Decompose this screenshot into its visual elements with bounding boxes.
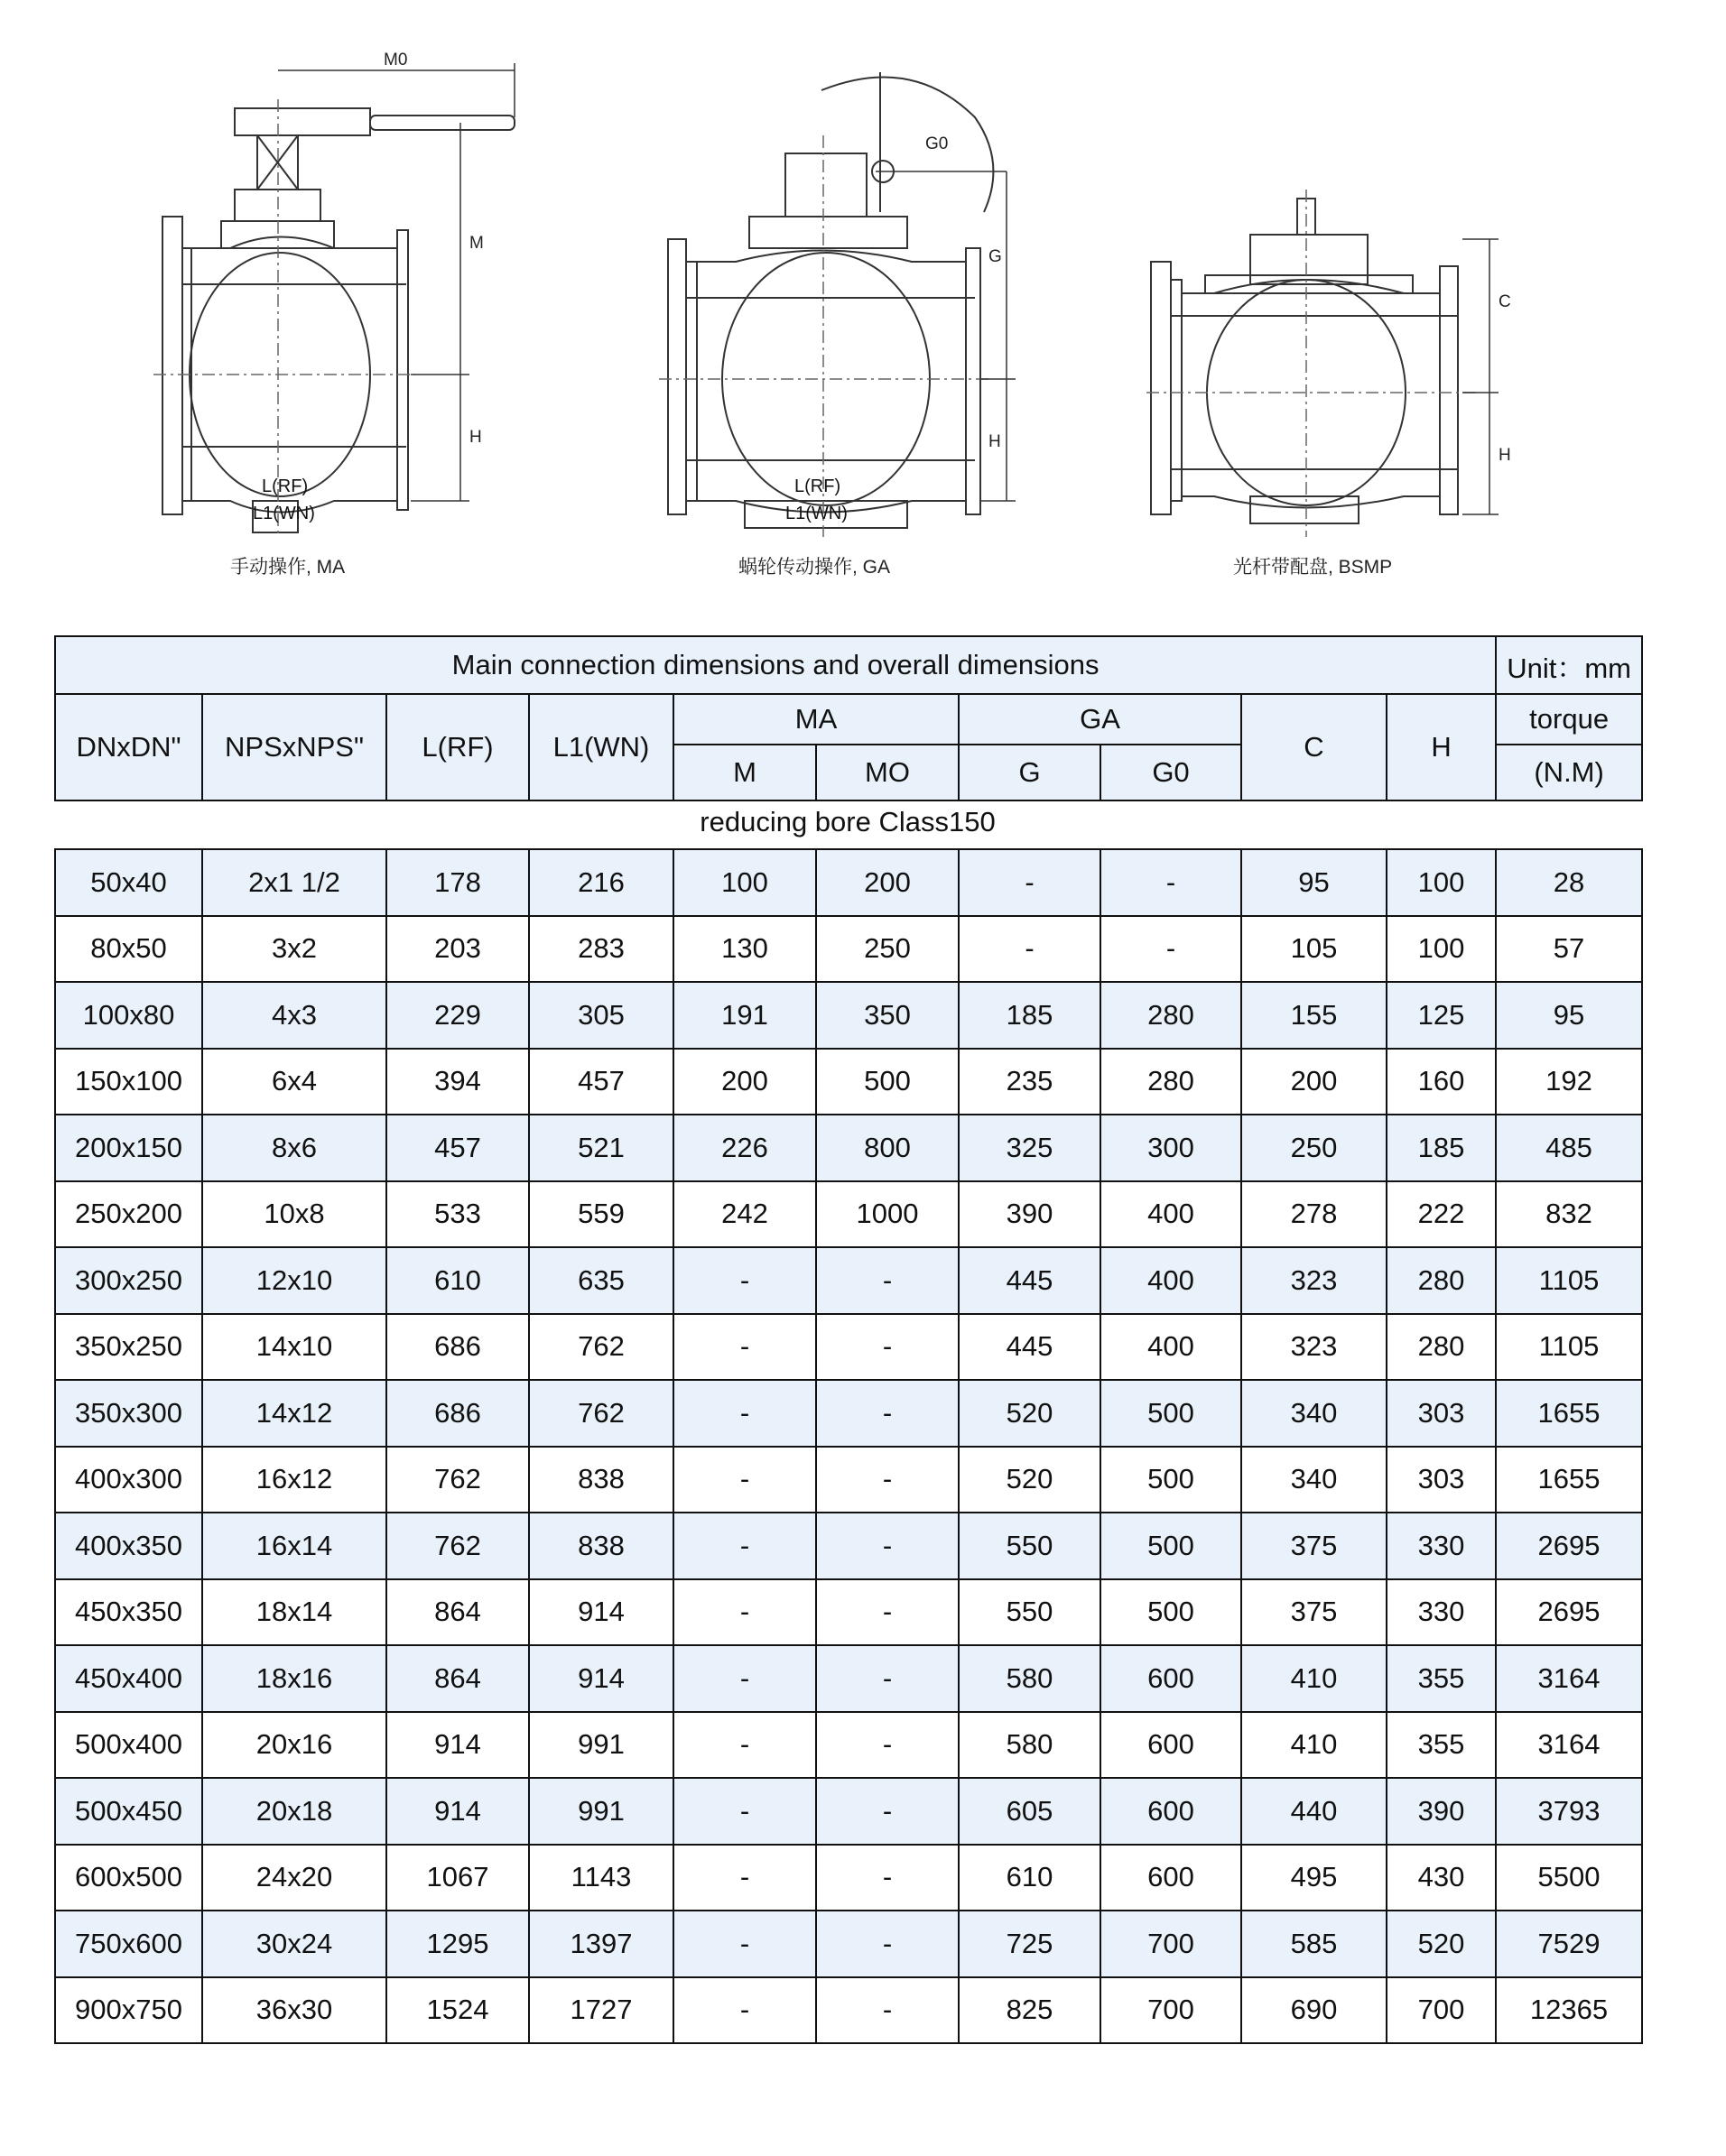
cell-lrf: 1524: [386, 1977, 529, 2044]
cell-mo: 1000: [816, 1181, 959, 1248]
cell-torque: 12365: [1496, 1977, 1642, 2044]
cell-torque: 2695: [1496, 1513, 1642, 1579]
cell-m: 100: [673, 849, 816, 916]
table-row: [55, 1845, 1642, 1911]
cell-c: 440: [1241, 1778, 1387, 1845]
cell-c: 690: [1241, 1977, 1387, 2044]
cell-l1wn: 559: [529, 1181, 673, 1248]
header-h: H: [1387, 694, 1496, 800]
cell-mo: -: [816, 1778, 959, 1845]
cell-g: 605: [959, 1778, 1100, 1845]
cell-lrf: 864: [386, 1579, 529, 1646]
drawing-ma: [144, 45, 524, 537]
label-ga-lrf: L(RF): [794, 477, 841, 496]
cell-m: -: [673, 1513, 816, 1579]
cell-dn: 100x80: [55, 982, 202, 1049]
cell-nps: 16x12: [202, 1447, 386, 1513]
cell-dn: 600x500: [55, 1845, 202, 1911]
cell-nps: 12x10: [202, 1247, 386, 1314]
cell-m: -: [673, 1712, 816, 1779]
cell-g0: -: [1100, 849, 1241, 916]
table-row: [55, 1645, 1642, 1712]
cell-nps: 24x20: [202, 1845, 386, 1911]
table-unit: Unit：mm: [1496, 636, 1642, 694]
cell-nps: 36x30: [202, 1977, 386, 2044]
cell-g0: 500: [1100, 1579, 1241, 1646]
cell-g0: 700: [1100, 1911, 1241, 1977]
cell-m: -: [673, 1645, 816, 1712]
table-row: [55, 1181, 1642, 1248]
cell-torque: 57: [1496, 916, 1642, 983]
cell-h: 520: [1387, 1911, 1496, 1977]
cell-lrf: 178: [386, 849, 529, 916]
cell-l1wn: 216: [529, 849, 673, 916]
cell-mo: -: [816, 1645, 959, 1712]
cell-l1wn: 635: [529, 1247, 673, 1314]
cell-nps: 4x3: [202, 982, 386, 1049]
cell-h: 160: [1387, 1049, 1496, 1115]
table-row: [55, 1115, 1642, 1181]
cell-lrf: 457: [386, 1115, 529, 1181]
cell-dn: 400x300: [55, 1447, 202, 1513]
table-row: [55, 1513, 1642, 1579]
cell-g: 390: [959, 1181, 1100, 1248]
cell-nps: 18x14: [202, 1579, 386, 1646]
cell-lrf: 394: [386, 1049, 529, 1115]
table-row: [55, 1247, 1642, 1314]
cell-c: 278: [1241, 1181, 1387, 1248]
cell-dn: 750x600: [55, 1911, 202, 1977]
cell-m: -: [673, 1447, 816, 1513]
cell-dn: 80x50: [55, 916, 202, 983]
cell-g: 325: [959, 1115, 1100, 1181]
cell-l1wn: 283: [529, 916, 673, 983]
cell-h: 185: [1387, 1115, 1496, 1181]
cell-c: 323: [1241, 1247, 1387, 1314]
cell-h: 100: [1387, 916, 1496, 983]
cell-dn: 500x450: [55, 1778, 202, 1845]
cell-c: 340: [1241, 1447, 1387, 1513]
cell-mo: -: [816, 1314, 959, 1381]
cell-m: -: [673, 1845, 816, 1911]
cell-g0: 600: [1100, 1845, 1241, 1911]
cell-torque: 1655: [1496, 1380, 1642, 1447]
cell-m: -: [673, 1247, 816, 1314]
cell-lrf: 914: [386, 1778, 529, 1845]
cell-m: 200: [673, 1049, 816, 1115]
cell-torque: 192: [1496, 1049, 1642, 1115]
cell-mo: -: [816, 1380, 959, 1447]
label-g: G: [988, 247, 1002, 266]
table-row: [55, 1911, 1642, 1977]
cell-g0: 600: [1100, 1712, 1241, 1779]
cell-torque: 7529: [1496, 1911, 1642, 1977]
drawing-bsmp: [1142, 45, 1521, 537]
table-row: [55, 982, 1642, 1049]
cell-lrf: 533: [386, 1181, 529, 1248]
cell-m: -: [673, 1314, 816, 1381]
cell-c: 410: [1241, 1645, 1387, 1712]
cell-torque: 1105: [1496, 1314, 1642, 1381]
cell-c: 155: [1241, 982, 1387, 1049]
cell-l1wn: 838: [529, 1447, 673, 1513]
cell-h: 355: [1387, 1645, 1496, 1712]
dimensions-header-table: [54, 635, 1643, 801]
cell-lrf: 762: [386, 1513, 529, 1579]
cell-h: 125: [1387, 982, 1496, 1049]
cell-h: 330: [1387, 1513, 1496, 1579]
cell-mo: 250: [816, 916, 959, 983]
cell-l1wn: 991: [529, 1778, 673, 1845]
cell-mo: -: [816, 1247, 959, 1314]
caption-ga: 蜗轮传动操作, GA: [738, 557, 891, 578]
cell-c: 250: [1241, 1115, 1387, 1181]
valve-drawings: [0, 0, 1726, 596]
cell-g: -: [959, 916, 1100, 983]
cell-g: 520: [959, 1447, 1100, 1513]
drawing-ma-svg: [144, 45, 524, 537]
cell-lrf: 864: [386, 1645, 529, 1712]
cell-g0: 500: [1100, 1447, 1241, 1513]
cell-l1wn: 914: [529, 1645, 673, 1712]
cell-g: 610: [959, 1845, 1100, 1911]
cell-l1wn: 305: [529, 982, 673, 1049]
cell-nps: 30x24: [202, 1911, 386, 1977]
cell-m: 191: [673, 982, 816, 1049]
cell-l1wn: 521: [529, 1115, 673, 1181]
cell-dn: 450x400: [55, 1645, 202, 1712]
label-c: C: [1499, 292, 1511, 311]
cell-lrf: 914: [386, 1712, 529, 1779]
cell-mo: -: [816, 1911, 959, 1977]
drawing-ga-svg: [650, 45, 1029, 537]
cell-mo: -: [816, 1845, 959, 1911]
cell-g: 235: [959, 1049, 1100, 1115]
header-torque-unit: (N.M): [1496, 745, 1642, 800]
cell-g0: 280: [1100, 1049, 1241, 1115]
cell-dn: 300x250: [55, 1247, 202, 1314]
cell-dn: 450x350: [55, 1579, 202, 1646]
cell-h: 390: [1387, 1778, 1496, 1845]
cell-lrf: 686: [386, 1314, 529, 1381]
header-mo: MO: [816, 745, 959, 800]
cell-lrf: 1295: [386, 1911, 529, 1977]
cell-g: 445: [959, 1247, 1100, 1314]
cell-mo: -: [816, 1579, 959, 1646]
cell-m: -: [673, 1911, 816, 1977]
cell-g: 445: [959, 1314, 1100, 1381]
table-row: [55, 1380, 1642, 1447]
cell-l1wn: 1397: [529, 1911, 673, 1977]
cell-mo: 800: [816, 1115, 959, 1181]
cell-dn: 350x250: [55, 1314, 202, 1381]
header-g0: G0: [1100, 745, 1241, 800]
cell-g: 580: [959, 1712, 1100, 1779]
cell-mo: -: [816, 1447, 959, 1513]
cell-h: 700: [1387, 1977, 1496, 2044]
label-l1wn: L1(WN): [253, 504, 315, 523]
label-h: H: [469, 428, 482, 447]
table-title: Main connection dimensions and overall dimensions: [55, 636, 1496, 694]
cell-l1wn: 762: [529, 1380, 673, 1447]
cell-torque: 95: [1496, 982, 1642, 1049]
cell-nps: 20x16: [202, 1712, 386, 1779]
cell-h: 430: [1387, 1845, 1496, 1911]
table-row: [55, 849, 1642, 916]
cell-m: -: [673, 1579, 816, 1646]
cell-dn: 350x300: [55, 1380, 202, 1447]
cell-h: 330: [1387, 1579, 1496, 1646]
label-ga-l1wn: L1(WN): [785, 504, 848, 523]
cell-torque: 832: [1496, 1181, 1642, 1248]
table-subtitle: reducing bore Class150: [700, 806, 996, 837]
cell-m: 242: [673, 1181, 816, 1248]
cell-nps: 2x1 1/2: [202, 849, 386, 916]
cell-m: -: [673, 1977, 816, 2044]
cell-c: 375: [1241, 1579, 1387, 1646]
cell-g: 825: [959, 1977, 1100, 2044]
label-m0: M0: [384, 51, 408, 69]
cell-g0: 600: [1100, 1778, 1241, 1845]
label-lrf: L(RF): [262, 477, 309, 496]
cell-g0: 280: [1100, 982, 1241, 1049]
cell-c: 323: [1241, 1314, 1387, 1381]
cell-g: -: [959, 849, 1100, 916]
cell-g0: 300: [1100, 1115, 1241, 1181]
cell-c: 95: [1241, 849, 1387, 916]
cell-torque: 5500: [1496, 1845, 1642, 1911]
cell-h: 303: [1387, 1447, 1496, 1513]
cell-lrf: 203: [386, 916, 529, 983]
cell-lrf: 762: [386, 1447, 529, 1513]
cell-g: 520: [959, 1380, 1100, 1447]
cell-m: -: [673, 1778, 816, 1845]
cell-g0: 600: [1100, 1645, 1241, 1712]
cell-g0: -: [1100, 916, 1241, 983]
header-m: M: [673, 745, 816, 800]
cell-c: 495: [1241, 1845, 1387, 1911]
cell-dn: 900x750: [55, 1977, 202, 2044]
cell-g: 185: [959, 982, 1100, 1049]
cell-g0: 400: [1100, 1314, 1241, 1381]
cell-h: 100: [1387, 849, 1496, 916]
caption-bsmp: 光杆带配盘, BSMP: [1233, 557, 1393, 578]
cell-g: 550: [959, 1579, 1100, 1646]
drawing-bsmp-svg: [1142, 45, 1521, 537]
header-dn: DNxDN": [55, 694, 202, 800]
cell-nps: 8x6: [202, 1115, 386, 1181]
cell-torque: 485: [1496, 1115, 1642, 1181]
cell-g0: 500: [1100, 1513, 1241, 1579]
cell-dn: 400x350: [55, 1513, 202, 1579]
cell-torque: 3164: [1496, 1712, 1642, 1779]
cell-h: 303: [1387, 1380, 1496, 1447]
cell-dn: 200x150: [55, 1115, 202, 1181]
cell-nps: 3x2: [202, 916, 386, 983]
cell-nps: 18x16: [202, 1645, 386, 1712]
cell-g0: 700: [1100, 1977, 1241, 2044]
dimensions-data-table: [54, 848, 1643, 2044]
cell-g0: 400: [1100, 1181, 1241, 1248]
cell-lrf: 1067: [386, 1845, 529, 1911]
cell-torque: 3164: [1496, 1645, 1642, 1712]
label-bsmp-h: H: [1499, 446, 1511, 465]
header-l1wn: L1(WN): [529, 694, 673, 800]
cell-c: 410: [1241, 1712, 1387, 1779]
cell-h: 280: [1387, 1247, 1496, 1314]
table-row: [55, 1712, 1642, 1779]
header-nps: NPSxNPS": [202, 694, 386, 800]
cell-torque: 3793: [1496, 1778, 1642, 1845]
cell-g: 550: [959, 1513, 1100, 1579]
header-torque: torque: [1496, 694, 1642, 745]
cell-torque: 28: [1496, 849, 1642, 916]
table-row: [55, 1778, 1642, 1845]
label-g0: G0: [925, 134, 949, 153]
cell-lrf: 229: [386, 982, 529, 1049]
cell-nps: 6x4: [202, 1049, 386, 1115]
cell-torque: 2695: [1496, 1579, 1642, 1646]
cell-lrf: 686: [386, 1380, 529, 1447]
cell-l1wn: 1143: [529, 1845, 673, 1911]
table-row: [55, 1314, 1642, 1381]
cell-l1wn: 914: [529, 1579, 673, 1646]
cell-mo: 200: [816, 849, 959, 916]
cell-l1wn: 1727: [529, 1977, 673, 2044]
header-g: G: [959, 745, 1100, 800]
cell-c: 105: [1241, 916, 1387, 983]
table-row: [55, 1977, 1642, 2044]
header-ma: MA: [673, 694, 959, 745]
cell-g0: 400: [1100, 1247, 1241, 1314]
cell-dn: 500x400: [55, 1712, 202, 1779]
cell-m: 226: [673, 1115, 816, 1181]
cell-h: 280: [1387, 1314, 1496, 1381]
cell-dn: 150x100: [55, 1049, 202, 1115]
cell-l1wn: 991: [529, 1712, 673, 1779]
cell-nps: 10x8: [202, 1181, 386, 1248]
cell-l1wn: 838: [529, 1513, 673, 1579]
table-row: [55, 1579, 1642, 1646]
cell-mo: -: [816, 1513, 959, 1579]
cell-g: 580: [959, 1645, 1100, 1712]
cell-nps: 14x10: [202, 1314, 386, 1381]
cell-nps: 20x18: [202, 1778, 386, 1845]
drawing-ga: [650, 45, 1029, 537]
header-ga: GA: [959, 694, 1241, 745]
cell-g0: 500: [1100, 1380, 1241, 1447]
cell-torque: 1105: [1496, 1247, 1642, 1314]
cell-mo: -: [816, 1712, 959, 1779]
cell-g: 725: [959, 1911, 1100, 1977]
cell-m: 130: [673, 916, 816, 983]
table-row: [55, 916, 1642, 983]
cell-dn: 50x40: [55, 849, 202, 916]
cell-c: 340: [1241, 1380, 1387, 1447]
cell-h: 355: [1387, 1712, 1496, 1779]
cell-dn: 250x200: [55, 1181, 202, 1248]
header-c: C: [1241, 694, 1387, 800]
cell-m: -: [673, 1380, 816, 1447]
cell-c: 200: [1241, 1049, 1387, 1115]
cell-c: 375: [1241, 1513, 1387, 1579]
label-ga-h: H: [988, 432, 1001, 451]
cell-mo: 350: [816, 982, 959, 1049]
cell-nps: 14x12: [202, 1380, 386, 1447]
label-m: M: [469, 234, 484, 253]
header-lrf: L(RF): [386, 694, 529, 800]
cell-lrf: 610: [386, 1247, 529, 1314]
cell-c: 585: [1241, 1911, 1387, 1977]
table-row: [55, 1049, 1642, 1115]
table-row: [55, 1447, 1642, 1513]
cell-mo: -: [816, 1977, 959, 2044]
cell-torque: 1655: [1496, 1447, 1642, 1513]
caption-ma: 手动操作, MA: [230, 557, 346, 578]
cell-h: 222: [1387, 1181, 1496, 1248]
cell-l1wn: 762: [529, 1314, 673, 1381]
cell-nps: 16x14: [202, 1513, 386, 1579]
cell-l1wn: 457: [529, 1049, 673, 1115]
cell-mo: 500: [816, 1049, 959, 1115]
